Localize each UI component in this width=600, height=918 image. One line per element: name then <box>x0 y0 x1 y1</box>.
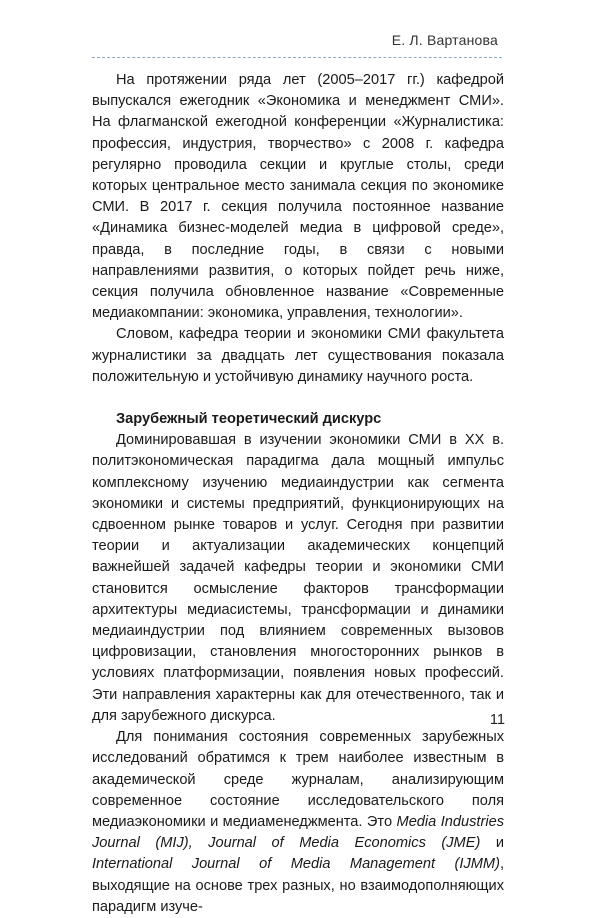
paragraph: Доминировавшая в изучении экономики СМИ в XX в. политэкономическая парадигма дала мощный импульс комплексному изучению медиаиндустрии как сегмента экономики и системы предприятий, функционирующих на сдвоенном рынке товаров и услуг. Сегодня при развитии теории и актуализации академических концепций важнейшей задачей кафедры теории и экономики СМИ становится осмысление факторов трансформации архитектуры медиасистемы, трансформации и динамики медиаиндустрии под влиянием современных вызовов цифровизации, становления многосторонних рынков в условиях платформизации, появления новых профессий. Эти направления характерны как для отечественного, так и для зарубежного дискурса. <box>92 432 504 724</box>
paragraph: На протяжении ряда лет (2005–2017 гг.) кафедрой выпускался ежегодник «Экономика и менеджмент СМИ». На флагманской ежегодной конференции «Журналистика: профессия, индустрия, творчество» с 2008 г. кафедра регулярно проводила секции и круглые столы, среди которых центральное место занимала секция по экономике СМИ. В 2017 г. секция получила постоянное название «Динамика бизнес-моделей медиа в цифровой среде», правда, в последние годы, в связи с новыми направлениями развития, о которых пойдет речь ниже, секция получила обновленное название «Современные медиакомпании: экономика, управления, технологии». <box>92 72 504 322</box>
paragraph-conjunction: и <box>495 835 504 852</box>
paragraph <box>92 727 504 918</box>
paragraph-intro: Для понимания состояния современных зарубежных исследований обратимся к трем наиболее известным в академической среде журналам, анализирующим современное состояние исследовательского поля медиаэкономики и медиаменеджмента. Это <box>92 729 504 830</box>
page-number: 11 <box>489 712 505 728</box>
paragraph-tail: , выходящие на основе трех разных, но взаимодополняющих парадигм изуче- <box>92 856 504 915</box>
header-rule <box>92 57 502 58</box>
body-text <box>92 70 504 918</box>
journal-title: International Journal of Media Management (IJMM) <box>92 856 500 873</box>
running-head-author: Е. Л. Вартанова <box>391 32 498 48</box>
journal-titles: Media Industries Journal (MIJ), Journal of Media Economics (JME) <box>92 813 505 852</box>
paragraph: Словом, кафедра теории и экономики СМИ факультета журналистики за двадцать лет существования показала положительную и устойчивую динамику научного роста. <box>92 326 504 385</box>
section-heading: Зарубежный теоретический дискурс <box>116 411 382 428</box>
